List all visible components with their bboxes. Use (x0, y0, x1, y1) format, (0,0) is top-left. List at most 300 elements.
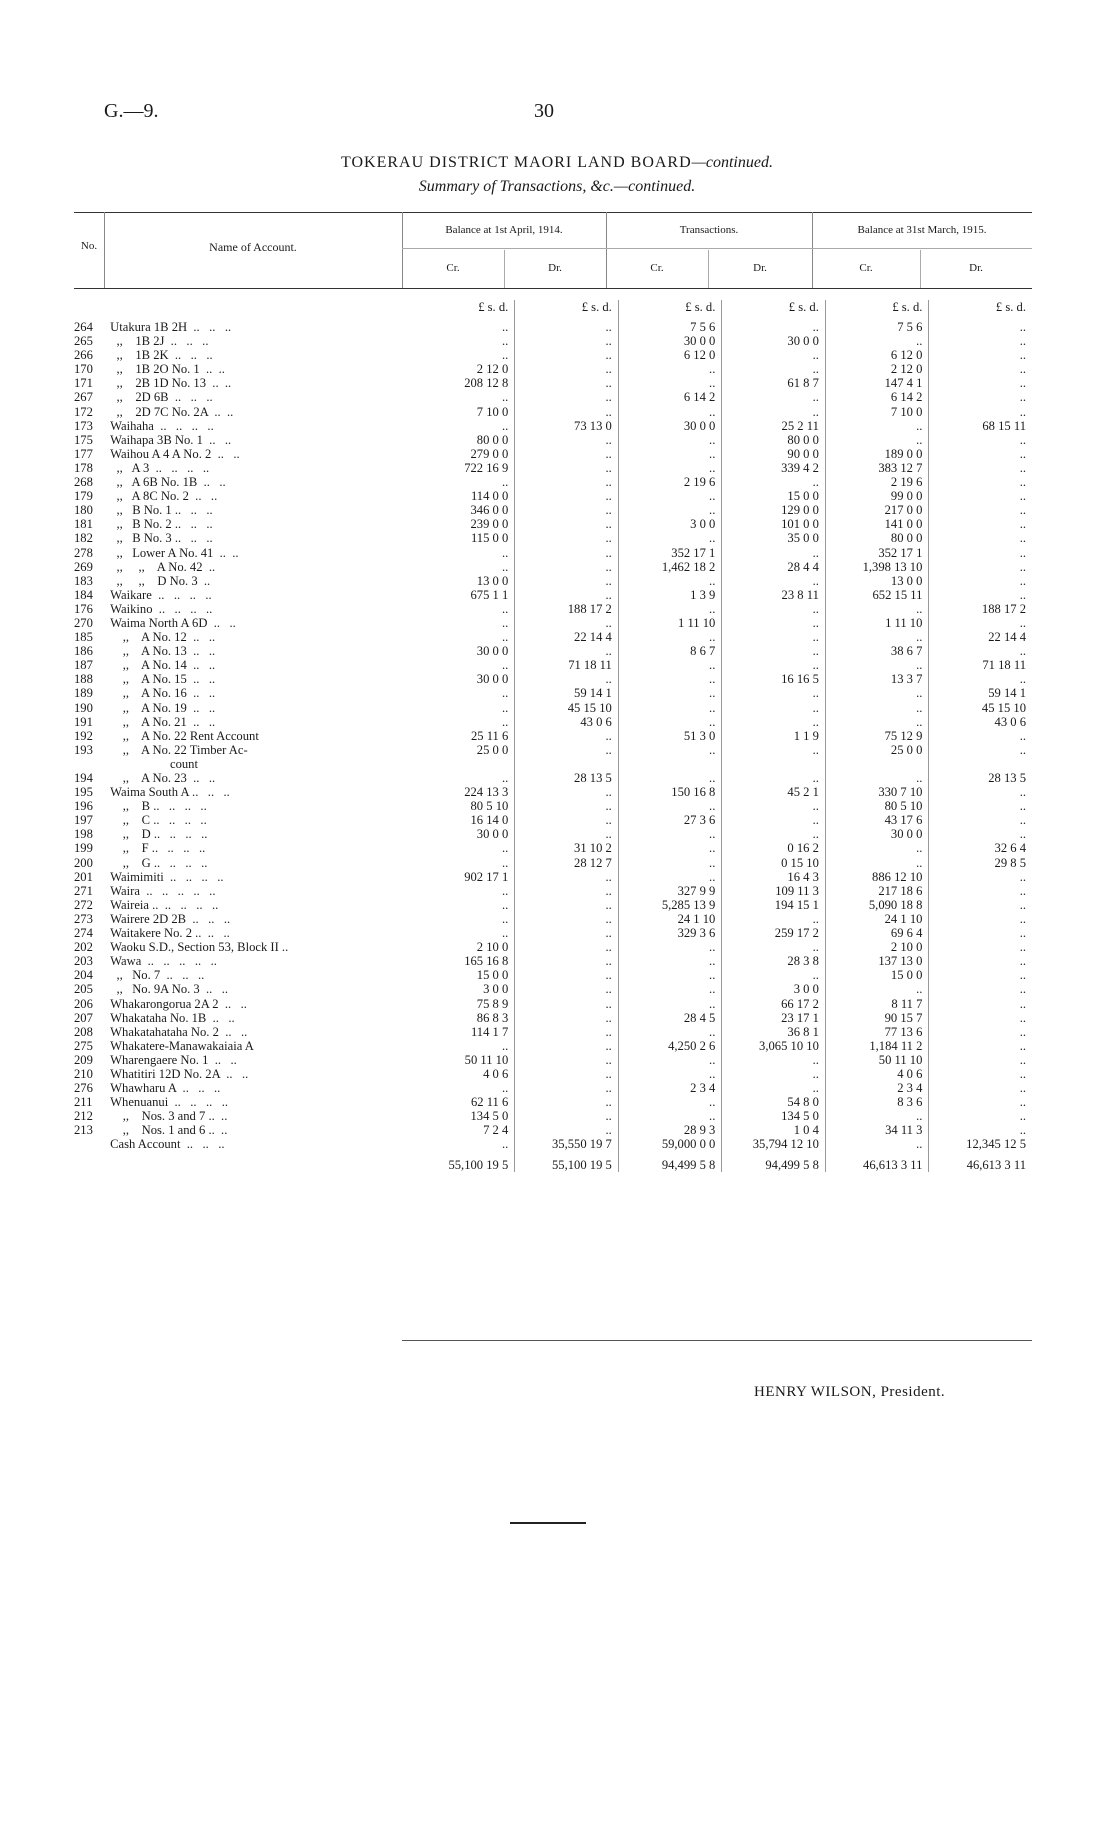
balance-close-dr: .. (1019, 587, 1026, 602)
end-rule (510, 1522, 586, 1524)
account-number: 213 (74, 1123, 93, 1138)
balance-close-cr: 5,090 18 8 (825, 898, 929, 912)
balance-close-dr: .. (1019, 911, 1026, 926)
balance-close-cr: 137 13 0 (825, 954, 929, 968)
balance-open-dr: .. (515, 1011, 619, 1025)
balance-close-cr: 13 0 0 (825, 574, 929, 588)
balance-open-cr: .. (412, 546, 515, 560)
balance-open-dr: .. (515, 376, 619, 390)
balance-close-cr: .. (825, 1109, 929, 1123)
transactions-cr: 2 3 4 (618, 1081, 722, 1095)
table-row (74, 531, 1032, 545)
balance-close-dr: 29 8 5 (994, 855, 1026, 870)
balance-open-dr: .. (515, 503, 619, 517)
table-row (74, 503, 1032, 517)
balance-open-cr: 25 11 6 (412, 729, 515, 743)
balance-close-cr: .. (825, 701, 929, 715)
account-name: ,, A No. 12 .. .. (110, 630, 216, 645)
table-row (74, 658, 1032, 672)
balance-close-cr: 50 11 10 (825, 1053, 929, 1067)
total-close-dr: 46,613 3 11 (966, 1157, 1026, 1172)
balance-close-cr: 13 3 7 (825, 672, 929, 686)
account-name: count (110, 756, 198, 771)
account-name: Wawa .. .. .. .. .. (110, 954, 217, 969)
balance-open-cr: .. (412, 926, 515, 940)
balance-open-cr: .. (412, 898, 515, 912)
balance-open-dr: .. (515, 1081, 619, 1095)
table-row (74, 926, 1032, 940)
header-top-rule (74, 212, 1032, 213)
header-trans-cr: Cr. (650, 262, 664, 274)
balance-open-cr: .. (412, 630, 515, 644)
table-row (74, 982, 1032, 996)
balance-open-dr: .. (515, 348, 619, 362)
transactions-cr: 51 3 0 (618, 729, 722, 743)
account-number: 208 (74, 1024, 93, 1039)
table-row (74, 1025, 1032, 1039)
account-number: 212 (74, 1109, 93, 1124)
balance-open-cr: 722 16 9 (412, 461, 515, 475)
transactions-dr: .. (722, 912, 826, 926)
balance-close-cr: 99 0 0 (825, 489, 929, 503)
balance-close-cr: 8 11 7 (825, 997, 929, 1011)
balance-close-cr: .. (825, 771, 929, 785)
balance-close-dr: .. (1019, 503, 1026, 518)
account-number: 275 (74, 1038, 93, 1053)
balance-open-cr: 13 0 0 (412, 574, 515, 588)
transactions-dr: .. (722, 405, 826, 419)
table-row (74, 898, 1032, 912)
account-name: Waireia .. .. .. .. .. (110, 897, 219, 912)
balance-open-cr: 279 0 0 (412, 447, 515, 461)
transactions-cr: .. (618, 447, 722, 461)
table-row (74, 940, 1032, 954)
account-number: 204 (74, 968, 93, 983)
header-trans-dr: Dr. (753, 262, 767, 274)
balance-close-cr: .. (825, 602, 929, 616)
account-name: Wairere 2D 2B .. .. .. (110, 911, 231, 926)
account-number: 203 (74, 954, 93, 969)
transactions-cr: .. (618, 433, 722, 447)
account-name: Waima South A .. .. .. (110, 785, 230, 800)
table-row (74, 686, 1032, 700)
transactions-dr: .. (722, 940, 826, 954)
table-row (74, 461, 1032, 475)
balance-open-cr: 7 10 0 (412, 405, 515, 419)
transactions-dr: 45 2 1 (722, 785, 826, 799)
table-row (74, 1011, 1032, 1025)
units-label: £ s. d. (995, 300, 1026, 314)
balance-open-dr: .. (515, 982, 619, 996)
balance-open-cr: 25 0 0 (412, 743, 515, 757)
account-name: Waikare .. .. .. .. (110, 587, 212, 602)
account-name: Whakataha No. 1B .. .. (110, 1010, 235, 1025)
document-reference: G.—9. (104, 100, 159, 122)
balance-open-cr: 80 0 0 (412, 433, 515, 447)
account-name: ,, A No. 22 Timber Ac- (110, 742, 248, 757)
transactions-dr: .. (722, 602, 826, 616)
balance-open-cr: .. (412, 320, 515, 334)
transactions-cr: 1,462 18 2 (618, 560, 722, 574)
balance-close-cr: .. (825, 841, 929, 855)
table-row (74, 447, 1032, 461)
account-number: 206 (74, 996, 93, 1011)
signature: HENRY WILSON, President. (754, 1384, 946, 1400)
balance-open-dr: .. (515, 1095, 619, 1109)
transactions-dr: .. (722, 715, 826, 729)
balance-close-dr: 59 14 1 (988, 686, 1026, 701)
balance-close-cr: 147 4 1 (825, 376, 929, 390)
transactions-dr: 28 3 8 (722, 954, 826, 968)
transactions-dr: .. (722, 475, 826, 489)
transactions-cr: .. (618, 1095, 722, 1109)
account-name: ,, A 6B No. 1B .. .. (110, 475, 226, 490)
table-row (74, 574, 1032, 588)
table-row (74, 1039, 1032, 1053)
balance-close-dr: .. (1019, 982, 1026, 997)
transactions-cr: .. (618, 602, 722, 616)
balance-open-dr: .. (515, 517, 619, 531)
balance-open-cr: 15 0 0 (412, 968, 515, 982)
table-row (74, 827, 1032, 841)
balance-close-cr: 30 0 0 (825, 827, 929, 841)
transactions-dr: 54 8 0 (722, 1095, 826, 1109)
account-number: 187 (74, 658, 93, 673)
balance-close-cr: .. (825, 334, 929, 348)
balance-close-dr: .. (1019, 996, 1026, 1011)
transactions-cr: 8 6 7 (618, 644, 722, 658)
account-name: Waitakere No. 2 .. .. .. (110, 926, 230, 941)
table-row (74, 870, 1032, 884)
account-number: 180 (74, 503, 93, 518)
account-name: Waihapa 3B No. 1 .. .. (110, 432, 232, 447)
balance-close-dr: 68 15 11 (982, 418, 1026, 433)
balance-close-dr: .. (1019, 334, 1026, 349)
balance-close-dr: .. (1019, 1123, 1026, 1138)
transactions-cr: 6 14 2 (618, 390, 722, 404)
balance-close-dr: .. (1019, 742, 1026, 757)
transactions-dr: 194 15 1 (722, 898, 826, 912)
account-number (74, 1137, 104, 1151)
balance-open-dr: .. (515, 447, 619, 461)
transactions-cr: .. (618, 771, 722, 785)
account-number: 181 (74, 517, 93, 532)
balance-open-dr: .. (515, 729, 619, 743)
transactions-cr: .. (618, 715, 722, 729)
balance-open-cr: .. (412, 560, 515, 574)
balance-close-cr: 75 12 9 (825, 729, 929, 743)
transactions-cr: .. (618, 982, 722, 996)
balance-open-dr: .. (515, 912, 619, 926)
account-name: ,, ,, A No. 42 .. (110, 559, 216, 574)
balance-open-dr: 22 14 4 (515, 630, 619, 644)
balance-close-cr: 80 5 10 (825, 799, 929, 813)
balance-open-dr: .. (515, 560, 619, 574)
balance-close-dr: .. (1019, 348, 1026, 363)
balance-close-dr: .. (1019, 1038, 1026, 1053)
account-number: 192 (74, 728, 93, 743)
balance-open-cr: 239 0 0 (412, 517, 515, 531)
balance-close-dr: .. (1019, 376, 1026, 391)
account-number: 190 (74, 700, 93, 715)
table-row (74, 419, 1032, 433)
units-label: £ s. d. (515, 300, 619, 320)
transactions-cr: .. (618, 574, 722, 588)
balance-close-dr (929, 757, 1032, 771)
balance-open-dr: .. (515, 1025, 619, 1039)
table-row (74, 672, 1032, 686)
transactions-cr: 352 17 1 (618, 546, 722, 560)
account-number: 196 (74, 799, 93, 814)
balance-open-dr: .. (515, 461, 619, 475)
balance-open-cr: 16 14 0 (412, 813, 515, 827)
balance-close-cr: .. (825, 686, 929, 700)
transactions-dr: 134 5 0 (722, 1109, 826, 1123)
account-number: 195 (74, 785, 93, 800)
transactions-dr: 129 0 0 (722, 503, 826, 517)
table-row (74, 1109, 1032, 1123)
account-name: ,, 2D 6B .. .. .. (110, 390, 213, 405)
transactions-dr: .. (722, 320, 826, 334)
balance-open-cr: 346 0 0 (412, 503, 515, 517)
balance-open-cr: 224 13 3 (412, 785, 515, 799)
transactions-table (74, 300, 1032, 1172)
transactions-cr: 327 9 9 (618, 884, 722, 898)
transactions-cr: 28 9 3 (618, 1123, 722, 1137)
balance-close-dr: .. (1019, 1095, 1026, 1110)
transactions-cr: 329 3 6 (618, 926, 722, 940)
account-number (74, 757, 104, 771)
balance-close-dr: .. (1019, 573, 1026, 588)
balance-close-dr: .. (1019, 517, 1026, 532)
transactions-cr: .. (618, 1067, 722, 1081)
balance-close-dr: .. (1019, 1010, 1026, 1025)
balance-close-cr: 2 10 0 (825, 940, 929, 954)
account-name: ,, 1B 2O No. 1 .. .. (110, 362, 225, 377)
total-open-dr: 55,100 19 5 (515, 1152, 619, 1172)
balance-close-dr: .. (1019, 390, 1026, 405)
account-name: ,, A 3 .. .. .. .. (110, 460, 210, 475)
balance-close-dr: 71 18 11 (982, 658, 1026, 673)
balance-open-cr: 75 8 9 (412, 997, 515, 1011)
account-name: ,, A No. 21 .. .. (110, 714, 216, 729)
table-row (74, 785, 1032, 799)
total-trans-dr: 94,499 5 8 (722, 1152, 826, 1172)
transactions-dr: 66 17 2 (722, 997, 826, 1011)
table-row (74, 954, 1032, 968)
table-row (74, 1095, 1032, 1109)
balance-open-cr: .. (412, 715, 515, 729)
balance-close-cr: 6 14 2 (825, 390, 929, 404)
balance-close-cr: .. (825, 1137, 929, 1151)
account-name: Whakatere-Manawakaiaia A (110, 1038, 254, 1053)
account-name: Whenuanui .. .. .. .. (110, 1095, 229, 1110)
table-row (74, 968, 1032, 982)
header-close-dr: Dr. (969, 262, 983, 274)
balance-open-dr: .. (515, 813, 619, 827)
account-number: 264 (74, 320, 93, 334)
account-number: 176 (74, 601, 93, 616)
transactions-dr: .. (722, 743, 826, 757)
table-row (74, 320, 1032, 334)
account-number: 182 (74, 531, 93, 546)
account-number: 273 (74, 911, 93, 926)
transactions-cr: .. (618, 1025, 722, 1039)
balance-close-cr: 217 0 0 (825, 503, 929, 517)
balance-close-cr: 7 10 0 (825, 405, 929, 419)
balance-close-cr: 80 0 0 (825, 531, 929, 545)
balance-open-cr: 2 10 0 (412, 940, 515, 954)
header-balance-close: Balance at 31st March, 1915. (857, 224, 987, 236)
balance-close-cr: 69 6 4 (825, 926, 929, 940)
balance-open-dr: .. (515, 644, 619, 658)
balance-open-cr: 7 2 4 (412, 1123, 515, 1137)
account-number: 178 (74, 460, 93, 475)
balance-open-cr: 30 0 0 (412, 672, 515, 686)
balance-open-dr: .. (515, 390, 619, 404)
balance-close-cr: 2 19 6 (825, 475, 929, 489)
transactions-dr: 15 0 0 (722, 489, 826, 503)
account-number: 197 (74, 813, 93, 828)
balance-close-cr: 1 11 10 (825, 616, 929, 630)
balance-open-cr: 134 5 0 (412, 1109, 515, 1123)
balance-open-cr: .. (412, 475, 515, 489)
account-number: 200 (74, 855, 93, 870)
balance-open-cr: .. (412, 701, 515, 715)
account-name: Waihou A 4 A No. 2 .. .. (110, 446, 240, 461)
balance-close-dr: .. (1019, 1109, 1026, 1124)
balance-open-dr: .. (515, 320, 619, 334)
account-number: 267 (74, 390, 93, 405)
table-row (74, 856, 1032, 870)
title-main: TOKERAU DISTRICT MAORI LAND BOARD (341, 154, 692, 171)
account-number: 191 (74, 714, 93, 729)
table-row (74, 602, 1032, 616)
balance-close-cr: .. (825, 630, 929, 644)
table-row (74, 729, 1032, 743)
balance-close-dr: .. (1019, 869, 1026, 884)
transactions-dr: 25 2 11 (722, 419, 826, 433)
balance-close-dr: 32 6 4 (994, 841, 1026, 856)
transactions-dr: .. (722, 390, 826, 404)
account-name: Cash Account .. .. .. (110, 1137, 225, 1152)
balance-close-dr: .. (1019, 559, 1026, 574)
transactions-dr: 61 8 7 (722, 376, 826, 390)
account-name: ,, B No. 2 .. .. .. (110, 517, 213, 532)
transactions-dr: .. (722, 616, 826, 630)
account-number: 189 (74, 686, 93, 701)
table-row (74, 813, 1032, 827)
transactions-cr: 24 1 10 (618, 912, 722, 926)
transactions-dr: 101 0 0 (722, 517, 826, 531)
transactions-dr: .. (722, 348, 826, 362)
transactions-cr: 1 3 9 (618, 588, 722, 602)
transactions-dr: 3,065 10 10 (722, 1039, 826, 1053)
balance-close-dr: .. (1019, 489, 1026, 504)
balance-open-cr: 3 0 0 (412, 982, 515, 996)
table-row (74, 715, 1032, 729)
balance-close-dr: .. (1019, 813, 1026, 828)
balance-close-cr: 77 13 6 (825, 1025, 929, 1039)
transactions-cr: 150 16 8 (618, 785, 722, 799)
transactions-dr: .. (722, 362, 826, 376)
transactions-cr: .. (618, 531, 722, 545)
transactions-cr: .. (618, 701, 722, 715)
table-row (74, 630, 1032, 644)
balance-open-dr: .. (515, 898, 619, 912)
balance-open-cr: 30 0 0 (412, 827, 515, 841)
balance-open-dr: .. (515, 531, 619, 545)
account-number: 268 (74, 475, 93, 490)
balance-close-dr: .. (1019, 883, 1026, 898)
balance-close-dr: .. (1019, 968, 1026, 983)
account-number: 175 (74, 432, 93, 447)
account-number: 198 (74, 827, 93, 842)
table-row (74, 390, 1032, 404)
account-number: 265 (74, 334, 93, 349)
table-row (74, 546, 1032, 560)
account-name: ,, B .. .. .. .. (110, 799, 207, 814)
balance-open-cr (412, 757, 515, 771)
balance-open-dr: 45 15 10 (515, 701, 619, 715)
balance-open-dr: .. (515, 1053, 619, 1067)
balance-close-dr: .. (1019, 1081, 1026, 1096)
balance-open-dr: .. (515, 672, 619, 686)
balance-close-dr: .. (1019, 545, 1026, 560)
balance-close-cr: 43 17 6 (825, 813, 929, 827)
transactions-cr: 1 11 10 (618, 616, 722, 630)
balance-close-dr: .. (1019, 460, 1026, 475)
balance-open-cr: .. (412, 658, 515, 672)
balance-close-dr: .. (1019, 432, 1026, 447)
transactions-dr: .. (722, 630, 826, 644)
account-number: 207 (74, 1010, 93, 1025)
balance-open-dr: .. (515, 1123, 619, 1137)
transactions-cr: 5,285 13 9 (618, 898, 722, 912)
transactions-dr: .. (722, 771, 826, 785)
table-row (74, 771, 1032, 785)
header-open-dr: Dr. (548, 262, 562, 274)
balance-close-dr: .. (1019, 362, 1026, 377)
account-name: ,, C .. .. .. .. (110, 813, 207, 828)
transactions-cr: .. (618, 856, 722, 870)
page-number: 30 (534, 100, 554, 122)
balance-open-cr: 165 16 8 (412, 954, 515, 968)
header-no: No. (80, 240, 98, 252)
transactions-cr: .. (618, 954, 722, 968)
transactions-dr: .. (722, 1067, 826, 1081)
table-row (74, 1053, 1032, 1067)
account-number: 274 (74, 926, 93, 941)
account-name: ,, Nos. 1 and 6 .. .. (110, 1123, 228, 1138)
balance-close-cr: 90 15 7 (825, 1011, 929, 1025)
balance-open-dr: .. (515, 827, 619, 841)
transactions-cr: .. (618, 503, 722, 517)
balance-close-dr: .. (1019, 615, 1026, 630)
account-name: ,, A No. 16 .. .. (110, 686, 216, 701)
account-number: 209 (74, 1052, 93, 1067)
transactions-dr: 35 0 0 (722, 531, 826, 545)
account-name: ,, B No. 3 .. .. .. (110, 531, 213, 546)
account-name: ,, 2D 7C No. 2A .. .. (110, 404, 234, 419)
account-number: 186 (74, 644, 93, 659)
document-subtitle: Summary of Transactions, &c.—continued. (418, 178, 696, 195)
balance-open-cr: 902 17 1 (412, 870, 515, 884)
balance-open-cr: 30 0 0 (412, 644, 515, 658)
transactions-cr (618, 757, 722, 771)
balance-open-dr: 28 13 5 (515, 771, 619, 785)
account-name: ,, Nos. 3 and 7 .. .. (110, 1109, 228, 1124)
